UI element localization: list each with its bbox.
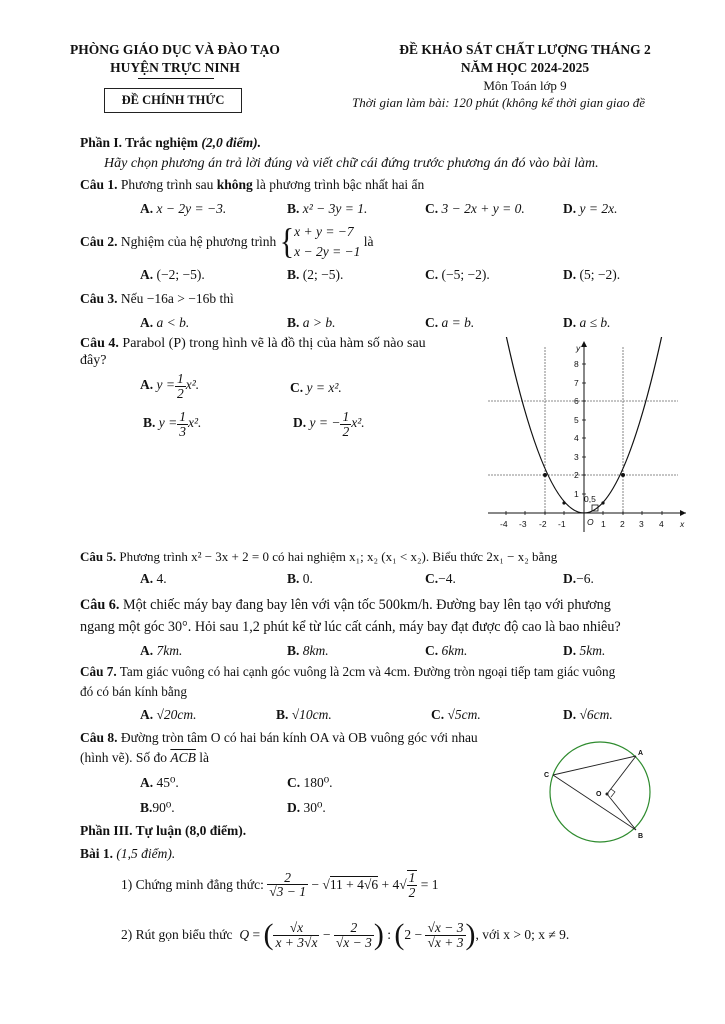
y-tick-label: 7 xyxy=(574,378,579,388)
q6-option-d: D. 5km. xyxy=(563,643,606,658)
question-8-cont: (hình vẽ). Số đo $\overline{ACB}$ là xyxy=(80,750,209,765)
q2-option-b: B. (2; −5). xyxy=(287,267,344,282)
q2-option-a: A. (−2; −5). xyxy=(140,267,205,282)
q5-option-d: D.−6. xyxy=(563,571,594,586)
x-tick-label: 4 xyxy=(659,519,664,529)
point-half-label: 0,5 xyxy=(584,494,596,504)
q4-option-b: B. y = $\frac{1}{3}$ x². xyxy=(143,409,202,439)
right-angle-mark xyxy=(611,789,615,797)
q1-option-d: D. y = 2x. xyxy=(563,201,618,216)
question-1: Câu 1. Phương trình sau không là phương trình bậc nhất hai ẩn xyxy=(80,177,425,192)
y-tick-label: 4 xyxy=(574,433,579,443)
system-brace: { xyxy=(279,221,295,261)
q6-option-a: A. 7km. xyxy=(140,643,183,658)
q3-option-a: A. a < b. xyxy=(140,315,190,330)
q8-option-a: A. 45⁰. xyxy=(140,775,179,790)
part3-title: Phần III. Tự luận (8,0 điểm). xyxy=(80,823,247,838)
q1-option-c: C. 3 − 2x + y = 0. xyxy=(425,201,525,216)
header-underline-left xyxy=(138,78,214,79)
q7-option-b: B. √10cm. xyxy=(276,707,332,722)
q3-option-d: D. a ≤ b. xyxy=(563,315,611,330)
point-half-left xyxy=(562,501,565,504)
exam-title: ĐỀ KHẢO SÁT CHẤT LƯỢNG THÁNG 2 xyxy=(399,42,651,57)
time-note: Thời gian làm bài: 120 phút (không kể thời gian giao đề xyxy=(352,95,645,110)
q8-option-d: D. 30⁰. xyxy=(287,800,326,815)
label-c: C xyxy=(544,772,550,779)
point-right xyxy=(621,473,625,477)
dept-name: PHÒNG GIÁO DỤC VÀ ĐÀO TẠO xyxy=(70,42,280,57)
q5-option-a: A. 4. xyxy=(140,571,167,586)
question-8: Câu 8. Đường tròn tâm O có hai bán kính OA và OB vuông góc với nhau xyxy=(80,730,478,745)
bai1-item1: 1) Chứng minh đẳng thức: $\frac{2}{√3 - 1}$ − √ 11 + 4√6 + 4 √ $\frac{1}{2}$ = 1 xyxy=(121,869,439,900)
parabola-graph xyxy=(488,337,693,537)
origin-label: O xyxy=(587,517,594,527)
question-3: Câu 3. Nếu −16a > −16b thì xyxy=(80,291,234,306)
y-arrow-icon xyxy=(581,341,587,347)
q7-option-a: A. √20cm. xyxy=(140,707,197,722)
x-tick-label: 1 xyxy=(601,519,606,529)
question-6-cont: ngang một góc 30°. Hỏi sau 1,2 phút kể từ lúc cất cánh, máy bay đạt được độ cao là bao nhiêu? xyxy=(80,619,621,635)
q3-option-c: C. a = b. xyxy=(425,315,475,330)
q5-option-b: B. 0. xyxy=(287,571,313,586)
question-6: Câu 6. Một chiếc máy bay đang bay lên với vận tốc 500km/h. Đường bay lên tạo với phương xyxy=(80,597,611,613)
q7-option-d: D. √6cm. xyxy=(563,707,613,722)
subject: Môn Toán lớp 9 xyxy=(483,78,567,93)
part1-title: Phần I. Trắc nghiệm (2,0 điểm). xyxy=(80,135,262,150)
official-box: ĐỀ CHÍNH THỨC xyxy=(104,88,242,113)
question-2: Câu 2. Nghiệm của hệ phương trình { x + y = −7 x − 2y = −1 là xyxy=(80,221,374,261)
y-tick-label: 2 xyxy=(574,470,579,480)
q2-option-d: D. (5; −2). xyxy=(563,267,621,282)
x-tick-label: 3 xyxy=(639,519,644,529)
question-5: Câu 5. Phương trình x² − 3x + 2 = 0 có hai nghiệm x₁; x₂ (x₁ < x₂). Biểu thức 2x₁ − x₂ bằng xyxy=(80,549,558,564)
y-axis-label: y xyxy=(576,343,581,353)
q8-option-b: B.90⁰. xyxy=(140,800,175,815)
x-tick-label: -2 xyxy=(539,519,547,529)
x-arrow-icon xyxy=(680,510,686,516)
y-tick-label: 3 xyxy=(574,452,579,462)
q7-option-c: C. √5cm. xyxy=(431,707,481,722)
q4-option-c: C. y = x². xyxy=(290,380,342,395)
q4-option-d: D. y = − $\frac{1}{2}$ x². xyxy=(293,409,365,439)
q5-option-c: C.−4. xyxy=(425,571,456,586)
question-7-cont: đó có bán kính bằng xyxy=(80,684,187,699)
label-b: B xyxy=(638,833,644,840)
q4-option-a: A. y = $\frac{1}{2}$ x². xyxy=(140,371,200,401)
q1-option-b: B. x² − 3y = 1. xyxy=(287,201,368,216)
label-o: O xyxy=(596,791,602,798)
district-name: HUYỆN TRỰC NINH xyxy=(110,60,240,75)
x-tick-label: -1 xyxy=(558,519,566,529)
x-axis-label: x xyxy=(680,519,685,529)
center-point xyxy=(606,793,609,796)
radius-ob xyxy=(607,794,636,830)
q6-option-b: B. 8km. xyxy=(287,643,329,658)
q6-option-c: C. 6km. xyxy=(425,643,468,658)
q1-option-a: A. x − 2y = −3. xyxy=(140,201,227,216)
x-tick-label: -4 xyxy=(500,519,508,529)
circle-figure xyxy=(540,738,660,850)
chord-cb xyxy=(553,775,636,830)
y-tick-label: 5 xyxy=(574,415,579,425)
part1-instruction: Hãy chọn phương án trả lời đúng và viết chữ cái đứng trước phương án đó vào bài làm. xyxy=(104,156,599,171)
bai1-title: Bài 1. (1,5 điểm). xyxy=(80,846,176,861)
equation-system: x + y = −7 x − 2y = −1 xyxy=(294,224,361,259)
bai1-item2: 2) Rút gọn biểu thức Q = ( $\frac{√x}{x + 3√x}$ − $\frac{2}{√x - 3}$ ) : ( 2 − $\frac{√x - 3}{√x + 3}$ ) , với x > 0; x ≠ 9. xyxy=(121,918,570,951)
q8-option-c: C. 180⁰. xyxy=(287,775,333,790)
point-half-right xyxy=(601,501,604,504)
y-tick-label: 8 xyxy=(574,359,579,369)
label-a: A xyxy=(638,750,644,757)
x-tick-label: 2 xyxy=(620,519,625,529)
school-year: NĂM HỌC 2024-2025 xyxy=(460,60,590,75)
y-tick-label: 1 xyxy=(574,489,579,499)
question-4: Câu 4. Parabol (P) trong hình vẽ là đồ thị của hàm số nào sau xyxy=(80,336,426,351)
point-left xyxy=(543,473,547,477)
y-tick-label: 6 xyxy=(574,396,579,406)
q3-option-b: B. a > b. xyxy=(287,315,336,330)
q2-option-c: C. (−5; −2). xyxy=(425,267,490,282)
x-tick-label: -3 xyxy=(519,519,527,529)
question-4-cont: đây? xyxy=(80,353,107,368)
question-7: Câu 7. Tam giác vuông có hai cạnh góc vuông là 2cm và 4cm. Đường tròn ngoại tiếp tam giác vuông xyxy=(80,664,616,679)
